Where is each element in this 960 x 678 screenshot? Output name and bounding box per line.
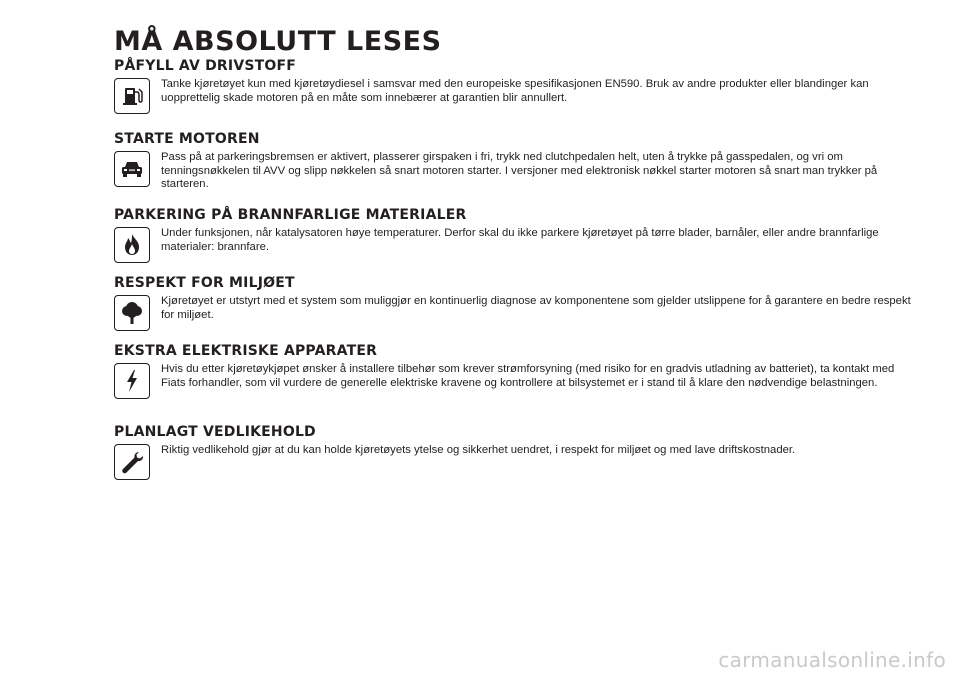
watermark-text: carmanualsonline.info [718,648,946,672]
section-text-environment: Kjøretøyet er utstyrt med et system som muliggjør en kontinuerlig diagnose av komponentene som gjelder utslippene for å garantere en bedre respekt for miljøet. [161,295,911,321]
car-icon [114,151,150,187]
section-text-parking-flammable: Under funksjonen, når katalysatoren høye temperaturer. Derfor skal du ikke parkere kjøretøyet på tørre blader, barnåler, eller andre brannfarlige materialer: brannfare. [161,227,879,253]
wrench-icon [114,444,150,480]
section-heading-parking-flammable: PARKERING PÅ BRANNFARLIGE MATERIALER [114,207,467,223]
section-start-engine [114,131,914,192]
section-maintenance [114,424,914,458]
section-heading-maintenance: PLANLAGT VEDLIKEHOLD [114,424,316,440]
section-text-fuel: Tanke kjøretøyet kun med kjøretøydiesel i samsvar med den europeiske spesifikasjonen EN590. Bruk av andre produkter eller blandinger kan uopprettelig skade motoren på en måte som innebærer at garantien blir annullert. [161,78,869,104]
section-heading-fuel: PÅFYLL AV DRIVSTOFF [114,58,297,74]
lightning-icon [114,363,150,399]
flame-icon [114,227,150,263]
fuel-pump-icon [114,78,150,114]
section-text-maintenance: Riktig vedlikehold gjør at du kan holde kjøretøyets ytelse og sikkerhet uendret, i respekt for miljøet og med lave driftskostnader. [161,444,796,456]
section-text-electrical: Hvis du etter kjøretøykjøpet ønsker å installere tilbehør som krever strømforsyning (med risiko for en gradvis utladning av batteriet), ta kontakt med Fiats forhandler, som vil vurdere de generelle elektriske kravene og kontrollere at bilsystemet er i stand til å klare den nødvendige belastningen. [161,363,895,389]
section-text-start-engine: Pass på at parkeringsbremsen er aktivert, plasserer girspaken i fri, trykk ned clutchpedalen helt, uten å trykke på gasspedalen, og vri om tenningsnøkkelen til AVV og slipp nøkkelen så snart motoren starter. I versjoner med elektronisk nøkkel starter motoren så snart man trykker på starteren. [161,151,878,190]
section-environment [114,275,914,322]
page-title: MÅ ABSOLUTT LESES [114,26,442,57]
section-heading-environment: RESPEKT FOR MILJØET [114,275,295,291]
section-heading-start-engine: STARTE MOTOREN [114,131,260,147]
tree-icon [114,295,150,331]
section-electrical [114,343,914,390]
section-parking-flammable [114,207,914,254]
section-fuel [114,58,914,105]
section-heading-electrical: EKSTRA ELEKTRISKE APPARATER [114,343,378,359]
